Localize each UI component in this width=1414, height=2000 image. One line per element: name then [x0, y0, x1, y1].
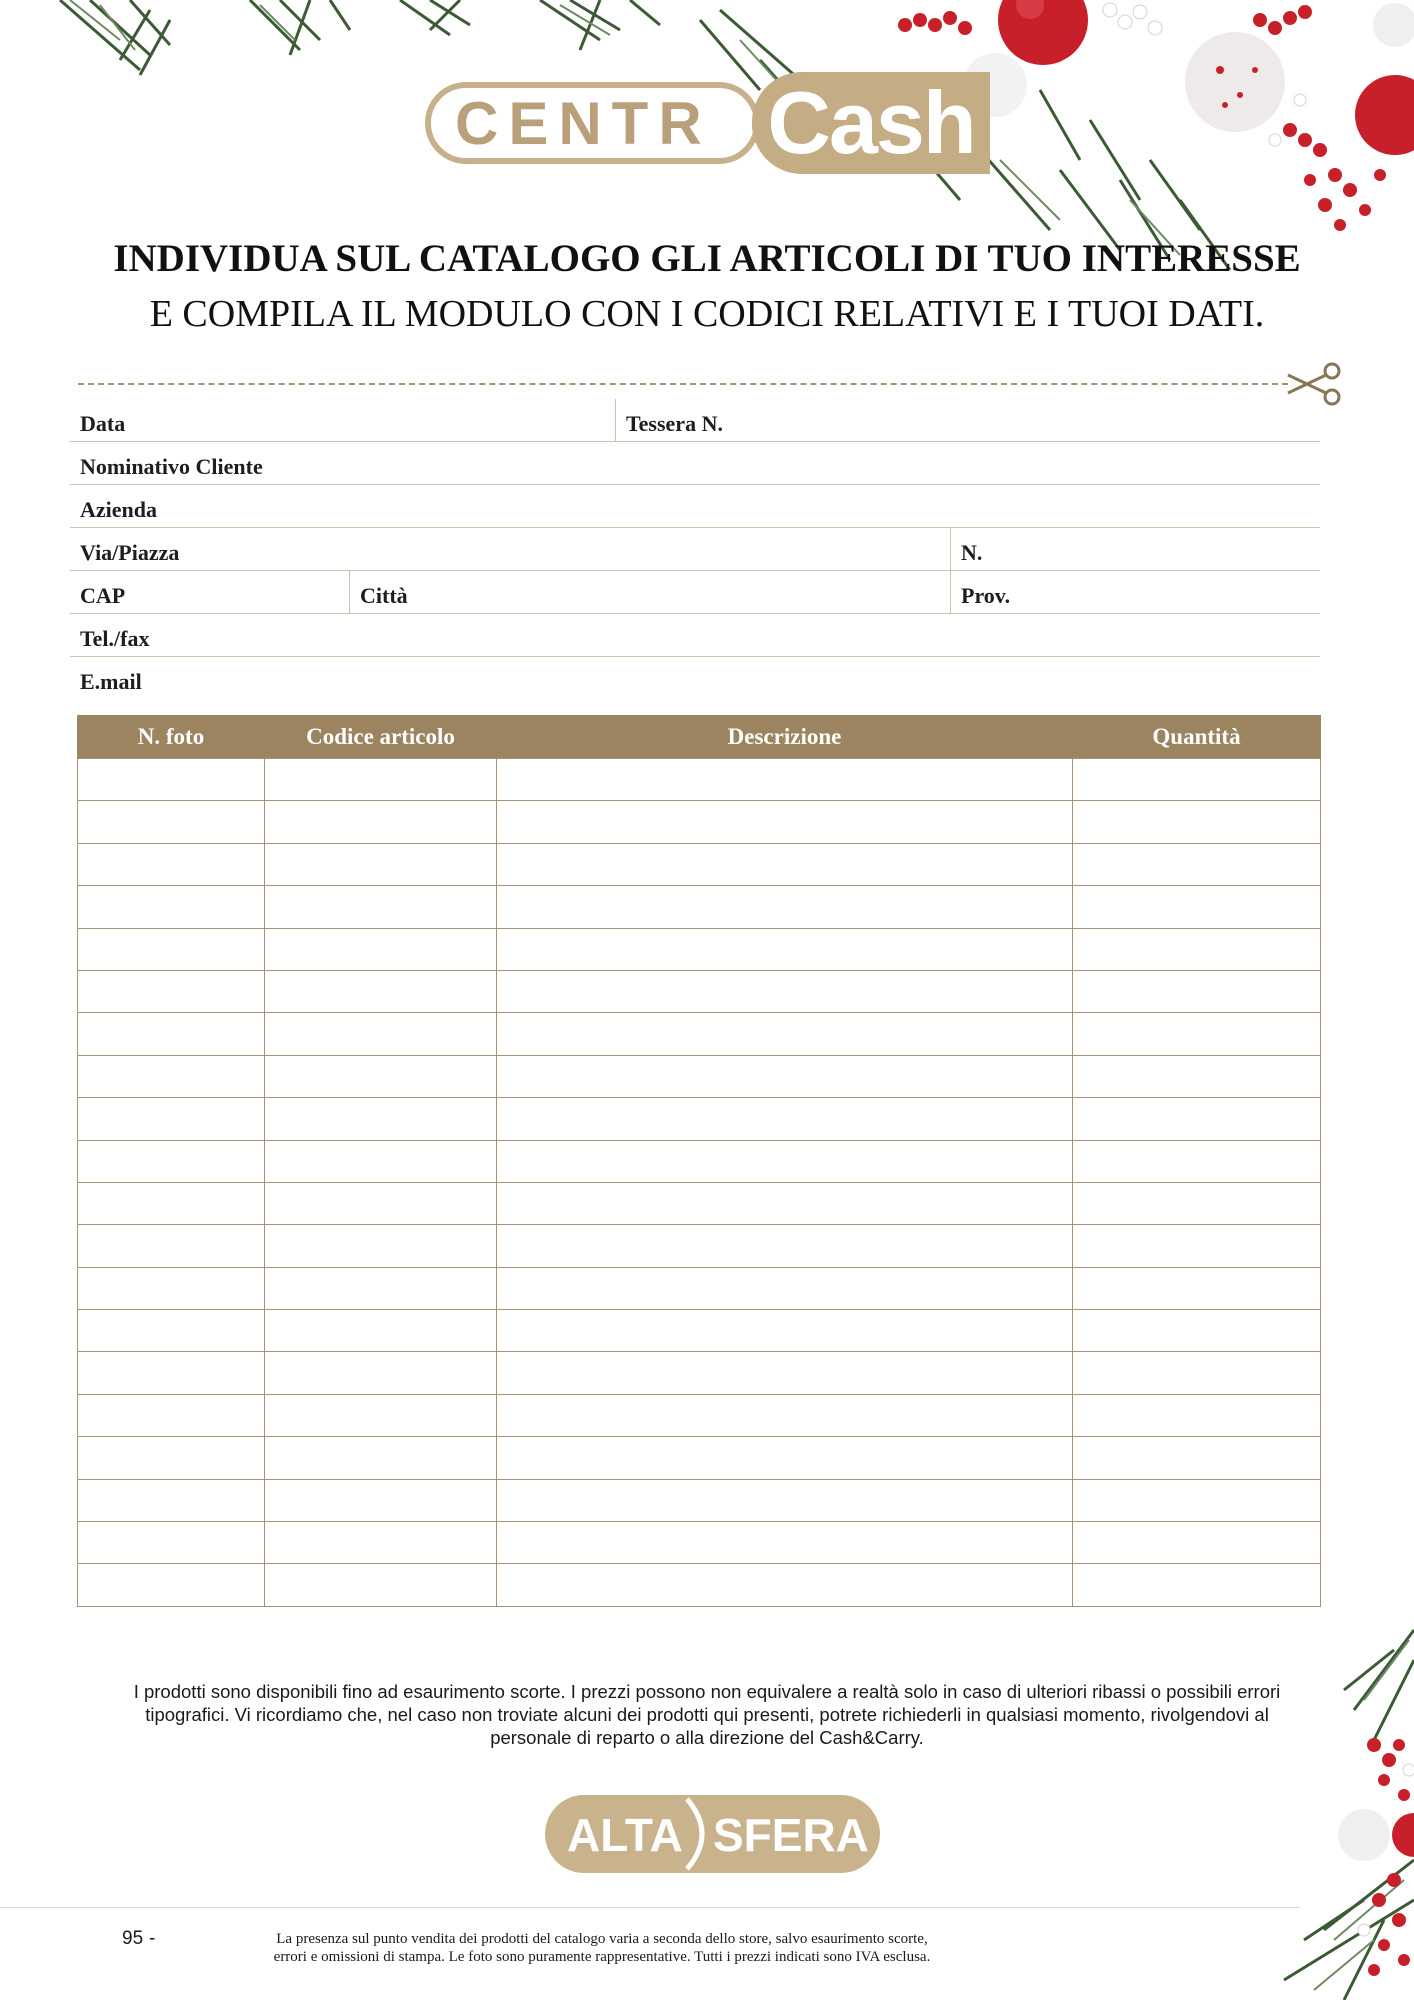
table-row	[78, 1522, 1321, 1564]
cell-codice-articolo[interactable]	[265, 1522, 497, 1564]
cell-codice-articolo[interactable]	[265, 1352, 497, 1394]
table-row	[78, 1437, 1321, 1479]
cell-descrizione[interactable]	[497, 1267, 1073, 1309]
field-tessera[interactable]	[615, 399, 1320, 442]
table-row	[78, 1055, 1321, 1097]
cell-quantita[interactable]	[1073, 1140, 1321, 1182]
field-data[interactable]	[70, 399, 615, 442]
cell-descrizione[interactable]	[497, 886, 1073, 928]
field-email[interactable]	[70, 657, 1320, 700]
cell-n-foto[interactable]	[78, 1267, 265, 1309]
cell-quantita[interactable]	[1073, 1522, 1321, 1564]
page-number: 95	[122, 1928, 144, 1949]
cell-descrizione[interactable]	[497, 759, 1073, 801]
altasfera-text-alta: ALTA	[567, 1809, 683, 1861]
cell-descrizione[interactable]	[497, 1055, 1073, 1097]
form-row-nominativo	[70, 442, 1320, 485]
cell-descrizione[interactable]	[497, 1352, 1073, 1394]
field-nominativo[interactable]	[70, 442, 1320, 485]
table-row	[78, 1394, 1321, 1436]
cell-quantita[interactable]	[1073, 1098, 1321, 1140]
cell-n-foto[interactable]	[78, 1055, 265, 1097]
cell-descrizione[interactable]	[497, 1564, 1073, 1606]
label-via: Via/Piazza	[80, 540, 180, 565]
cell-quantita[interactable]	[1073, 1267, 1321, 1309]
cell-descrizione[interactable]	[497, 1479, 1073, 1521]
table-row	[78, 843, 1321, 885]
form-row-tel	[70, 614, 1320, 657]
cell-n-foto[interactable]	[78, 1564, 265, 1606]
cell-codice-articolo[interactable]	[265, 1267, 497, 1309]
cell-quantita[interactable]	[1073, 1437, 1321, 1479]
cell-codice-articolo[interactable]	[265, 1394, 497, 1436]
cell-codice-articolo[interactable]	[265, 1140, 497, 1182]
field-azienda[interactable]	[70, 485, 1320, 528]
header-quantita: Quantità	[1073, 715, 1321, 759]
form-row-via	[70, 528, 1320, 571]
disclaimer-line: I prodotti sono disponibili fino ad esaurimento scorte. I prezzi possono non equivalere a realtà solo in caso di ulteriori ribassi o possibili errori	[133, 1681, 1281, 1702]
cell-descrizione[interactable]	[497, 1098, 1073, 1140]
cell-quantita[interactable]	[1073, 843, 1321, 885]
order-table-body	[78, 759, 1321, 1607]
christmas-decoration-bottom	[1224, 1600, 1414, 2000]
cell-n-foto[interactable]	[78, 1437, 265, 1479]
cell-quantita[interactable]	[1073, 1013, 1321, 1055]
cell-descrizione[interactable]	[497, 1013, 1073, 1055]
disclaimer-line: personale di reparto o alla direzione del Cash&Carry.	[490, 1727, 924, 1748]
logo-text-cash: Cash	[767, 73, 975, 172]
field-citta[interactable]	[349, 571, 950, 614]
cell-codice-articolo[interactable]	[265, 1479, 497, 1521]
cell-quantita[interactable]	[1073, 1394, 1321, 1436]
disclaimer-line: tipografici. Vi ricordiamo che, nel caso non troviate alcuni dei prodotti qui presenti, potrete richiederli in qualsiasi momento, rivolgendovi al	[145, 1704, 1269, 1725]
altasfera-text-sfera: SFERA	[713, 1809, 869, 1861]
table-row	[78, 928, 1321, 970]
altasfera-logo	[545, 1795, 880, 1873]
logo-cash-block	[752, 72, 990, 174]
cell-n-foto[interactable]	[78, 1225, 265, 1267]
label-cap: CAP	[80, 583, 126, 608]
cell-codice-articolo[interactable]	[265, 1055, 497, 1097]
cell-codice-articolo[interactable]	[265, 1098, 497, 1140]
table-row	[78, 1182, 1321, 1224]
label-nominativo: Nominativo Cliente	[80, 454, 263, 479]
cell-descrizione[interactable]	[497, 1394, 1073, 1436]
table-row	[78, 1225, 1321, 1267]
label-azienda: Azienda	[80, 497, 157, 522]
cell-descrizione[interactable]	[497, 928, 1073, 970]
cell-quantita[interactable]	[1073, 1225, 1321, 1267]
table-row	[78, 886, 1321, 928]
table-row	[78, 1267, 1321, 1309]
footer-note	[162, 1930, 1042, 1966]
order-table	[77, 715, 1321, 1607]
cell-codice-articolo[interactable]	[265, 1182, 497, 1224]
cell-quantita[interactable]	[1073, 801, 1321, 843]
footer-line: errori e omissioni di stampa. Le foto sono puramente rappresentative. Tutti i prezzi indicati sono IVA esclusa.	[273, 1949, 931, 1965]
form-row-data	[70, 399, 1320, 442]
cell-codice-articolo[interactable]	[265, 843, 497, 885]
form-row-email	[70, 657, 1320, 700]
cell-quantita[interactable]	[1073, 886, 1321, 928]
label-citta: Città	[360, 583, 408, 608]
cell-codice-articolo[interactable]	[265, 886, 497, 928]
header-codice-articolo: Codice articolo	[265, 715, 497, 759]
headline-secondary: E COMPILA IL MODULO CON I CODICI RELATIVI E I TUOI DATI.	[149, 293, 1265, 335]
label-data: Data	[80, 411, 126, 436]
table-row	[78, 970, 1321, 1012]
label-prov: Prov.	[961, 583, 1011, 608]
table-row	[78, 1013, 1321, 1055]
cell-quantita[interactable]	[1073, 759, 1321, 801]
table-row	[78, 1564, 1321, 1606]
cell-n-foto[interactable]	[78, 1182, 265, 1224]
cell-n-foto[interactable]	[78, 843, 265, 885]
cell-descrizione[interactable]	[497, 1182, 1073, 1224]
cell-codice-articolo[interactable]	[265, 759, 497, 801]
page-number-dash: -	[149, 1928, 156, 1949]
disclaimer	[90, 1680, 1324, 1749]
table-row	[78, 1352, 1321, 1394]
label-tessera: Tessera N.	[626, 411, 723, 436]
label-numero: N.	[961, 540, 983, 565]
table-row	[78, 759, 1321, 801]
footer-divider	[0, 1907, 1300, 1908]
centrocash-logo	[425, 82, 760, 164]
cell-codice-articolo[interactable]	[265, 1225, 497, 1267]
form-row-cap	[70, 571, 1320, 614]
cell-descrizione[interactable]	[497, 970, 1073, 1012]
cell-descrizione[interactable]	[497, 801, 1073, 843]
cell-n-foto[interactable]	[78, 759, 265, 801]
field-prov[interactable]	[950, 571, 1320, 614]
form-row-azienda	[70, 485, 1320, 528]
cell-codice-articolo[interactable]	[265, 1310, 497, 1352]
cell-n-foto[interactable]	[78, 886, 265, 928]
logo-text-centr: CENTR	[455, 89, 712, 157]
altasfera-arc-icon	[683, 1795, 717, 1873]
cell-n-foto[interactable]	[78, 801, 265, 843]
table-row	[78, 1310, 1321, 1352]
cell-quantita[interactable]	[1073, 1564, 1321, 1606]
cell-n-foto[interactable]	[78, 1352, 265, 1394]
cell-n-foto[interactable]	[78, 1522, 265, 1564]
table-header-row	[78, 715, 1321, 759]
table-row	[78, 1140, 1321, 1182]
field-numero[interactable]	[950, 528, 1320, 571]
cell-n-foto[interactable]	[78, 1479, 265, 1521]
cell-codice-articolo[interactable]	[265, 1564, 497, 1606]
field-cap[interactable]	[70, 571, 349, 614]
cell-n-foto[interactable]	[78, 1310, 265, 1352]
footer-line: La presenza sul punto vendita dei prodotti del catalogo varia a seconda dello store, salvo esaurimento scorte,	[276, 1931, 928, 1947]
cell-n-foto[interactable]	[78, 970, 265, 1012]
cell-codice-articolo[interactable]	[265, 801, 497, 843]
headline-primary: INDIVIDUA SUL CATALOGO GLI ARTICOLI DI TUO INTERESSE	[113, 237, 1301, 280]
cell-quantita[interactable]	[1073, 1182, 1321, 1224]
header-n-foto: N. foto	[78, 715, 265, 759]
cell-n-foto[interactable]	[78, 1394, 265, 1436]
cut-line	[78, 383, 1288, 385]
cell-quantita[interactable]	[1073, 1055, 1321, 1097]
cell-descrizione[interactable]	[497, 1522, 1073, 1564]
cell-codice-articolo[interactable]	[265, 970, 497, 1012]
cell-quantita[interactable]	[1073, 1479, 1321, 1521]
cell-n-foto[interactable]	[78, 1098, 265, 1140]
cell-codice-articolo[interactable]	[265, 1437, 497, 1479]
cell-quantita[interactable]	[1073, 970, 1321, 1012]
cell-descrizione[interactable]	[497, 1310, 1073, 1352]
field-tel[interactable]	[70, 614, 1320, 657]
cell-quantita[interactable]	[1073, 1310, 1321, 1352]
white-bauble	[1185, 32, 1285, 132]
cell-n-foto[interactable]	[78, 928, 265, 970]
cell-n-foto[interactable]	[78, 1013, 265, 1055]
field-via[interactable]	[70, 528, 950, 571]
cell-descrizione[interactable]	[497, 843, 1073, 885]
header-descrizione: Descrizione	[497, 715, 1073, 759]
cell-quantita[interactable]	[1073, 928, 1321, 970]
table-row	[78, 801, 1321, 843]
cell-descrizione[interactable]	[497, 1225, 1073, 1267]
cell-codice-articolo[interactable]	[265, 1013, 497, 1055]
cell-codice-articolo[interactable]	[265, 928, 497, 970]
cell-n-foto[interactable]	[78, 1140, 265, 1182]
label-email: E.mail	[80, 669, 142, 694]
cell-descrizione[interactable]	[497, 1140, 1073, 1182]
table-row	[78, 1098, 1321, 1140]
cell-descrizione[interactable]	[497, 1437, 1073, 1479]
label-tel: Tel./fax	[80, 626, 150, 651]
table-row	[78, 1479, 1321, 1521]
cell-quantita[interactable]	[1073, 1352, 1321, 1394]
